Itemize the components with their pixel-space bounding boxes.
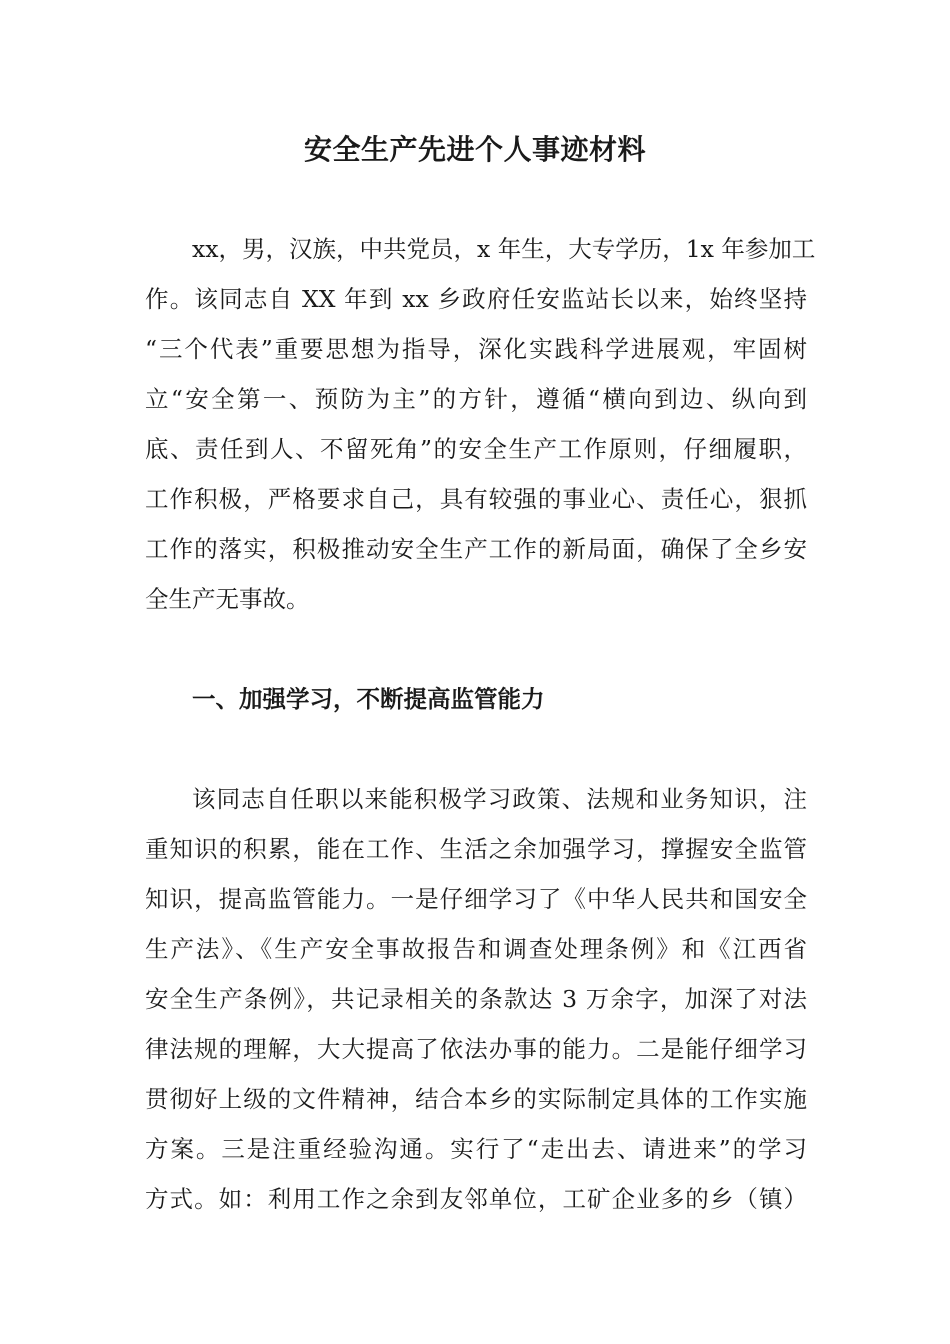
paragraph-line: xx，男，汉族，中共党员，x 年生，大专学历，1x 年参加工 bbox=[192, 235, 816, 263]
paragraph-line: 安全生产条例》，共记录相关的条款达 3 万余字，加深了对法 bbox=[145, 985, 807, 1013]
document-title: 安全生产先进个人事迹材料 bbox=[303, 133, 646, 166]
intro-paragraph bbox=[145, 224, 816, 624]
paragraph-line: 生产法》、《生产安全事故报告和调查处理条例》和《江西省 bbox=[145, 935, 807, 963]
paragraph-line: 律法规的理解，大大提高了依法办事的能力。二是能仔细学习 bbox=[145, 1035, 807, 1063]
paragraph-line: 知识，提高监管能力。一是仔细学习了《中华人民共和国安全 bbox=[145, 885, 807, 913]
paragraph-line: 方式。如：利用工作之余到友邻单位，工矿企业多的乡（镇） bbox=[145, 1185, 807, 1213]
paragraph-line: 工作积极，严格要求自己，具有较强的事业心、责任心，狠抓 bbox=[145, 485, 807, 513]
paragraph-line: 方案。三是注重经验沟通。实行了“走出去、请进来”的学习 bbox=[145, 1135, 807, 1163]
paragraph-line: 工作的落实，积极推动安全生产工作的新局面，确保了全乡安 bbox=[145, 535, 807, 563]
section1-paragraph bbox=[145, 774, 807, 1224]
paragraph-line: 该同志自任职以来能积极学习政策、法规和业务知识，注 bbox=[192, 785, 807, 813]
paragraph-line: 立“安全第一、预防为主”的方针，遵循“横向到边、纵向到 bbox=[145, 385, 807, 413]
paragraph-line: 底、责任到人、不留死角”的安全生产工作原则，仔细履职， bbox=[145, 435, 807, 463]
paragraph-line: 全生产无事故。 bbox=[145, 585, 310, 613]
paragraph-line: 贯彻好上级的文件精神，结合本乡的实际制定具体的工作实施 bbox=[145, 1085, 807, 1113]
paragraph-line: “三个代表”重要思想为指导，深化实践科学进展观，牢固树 bbox=[145, 335, 807, 363]
section-heading: 一、加强学习，不断提高监管能力 bbox=[192, 685, 545, 713]
paragraph-line: 重知识的积累，能在工作、生活之余加强学习，撑握安全监管 bbox=[145, 835, 807, 863]
paragraph-line: 作。该同志自 XX 年到 xx 乡政府任安监站长以来，始终坚持 bbox=[145, 285, 807, 313]
